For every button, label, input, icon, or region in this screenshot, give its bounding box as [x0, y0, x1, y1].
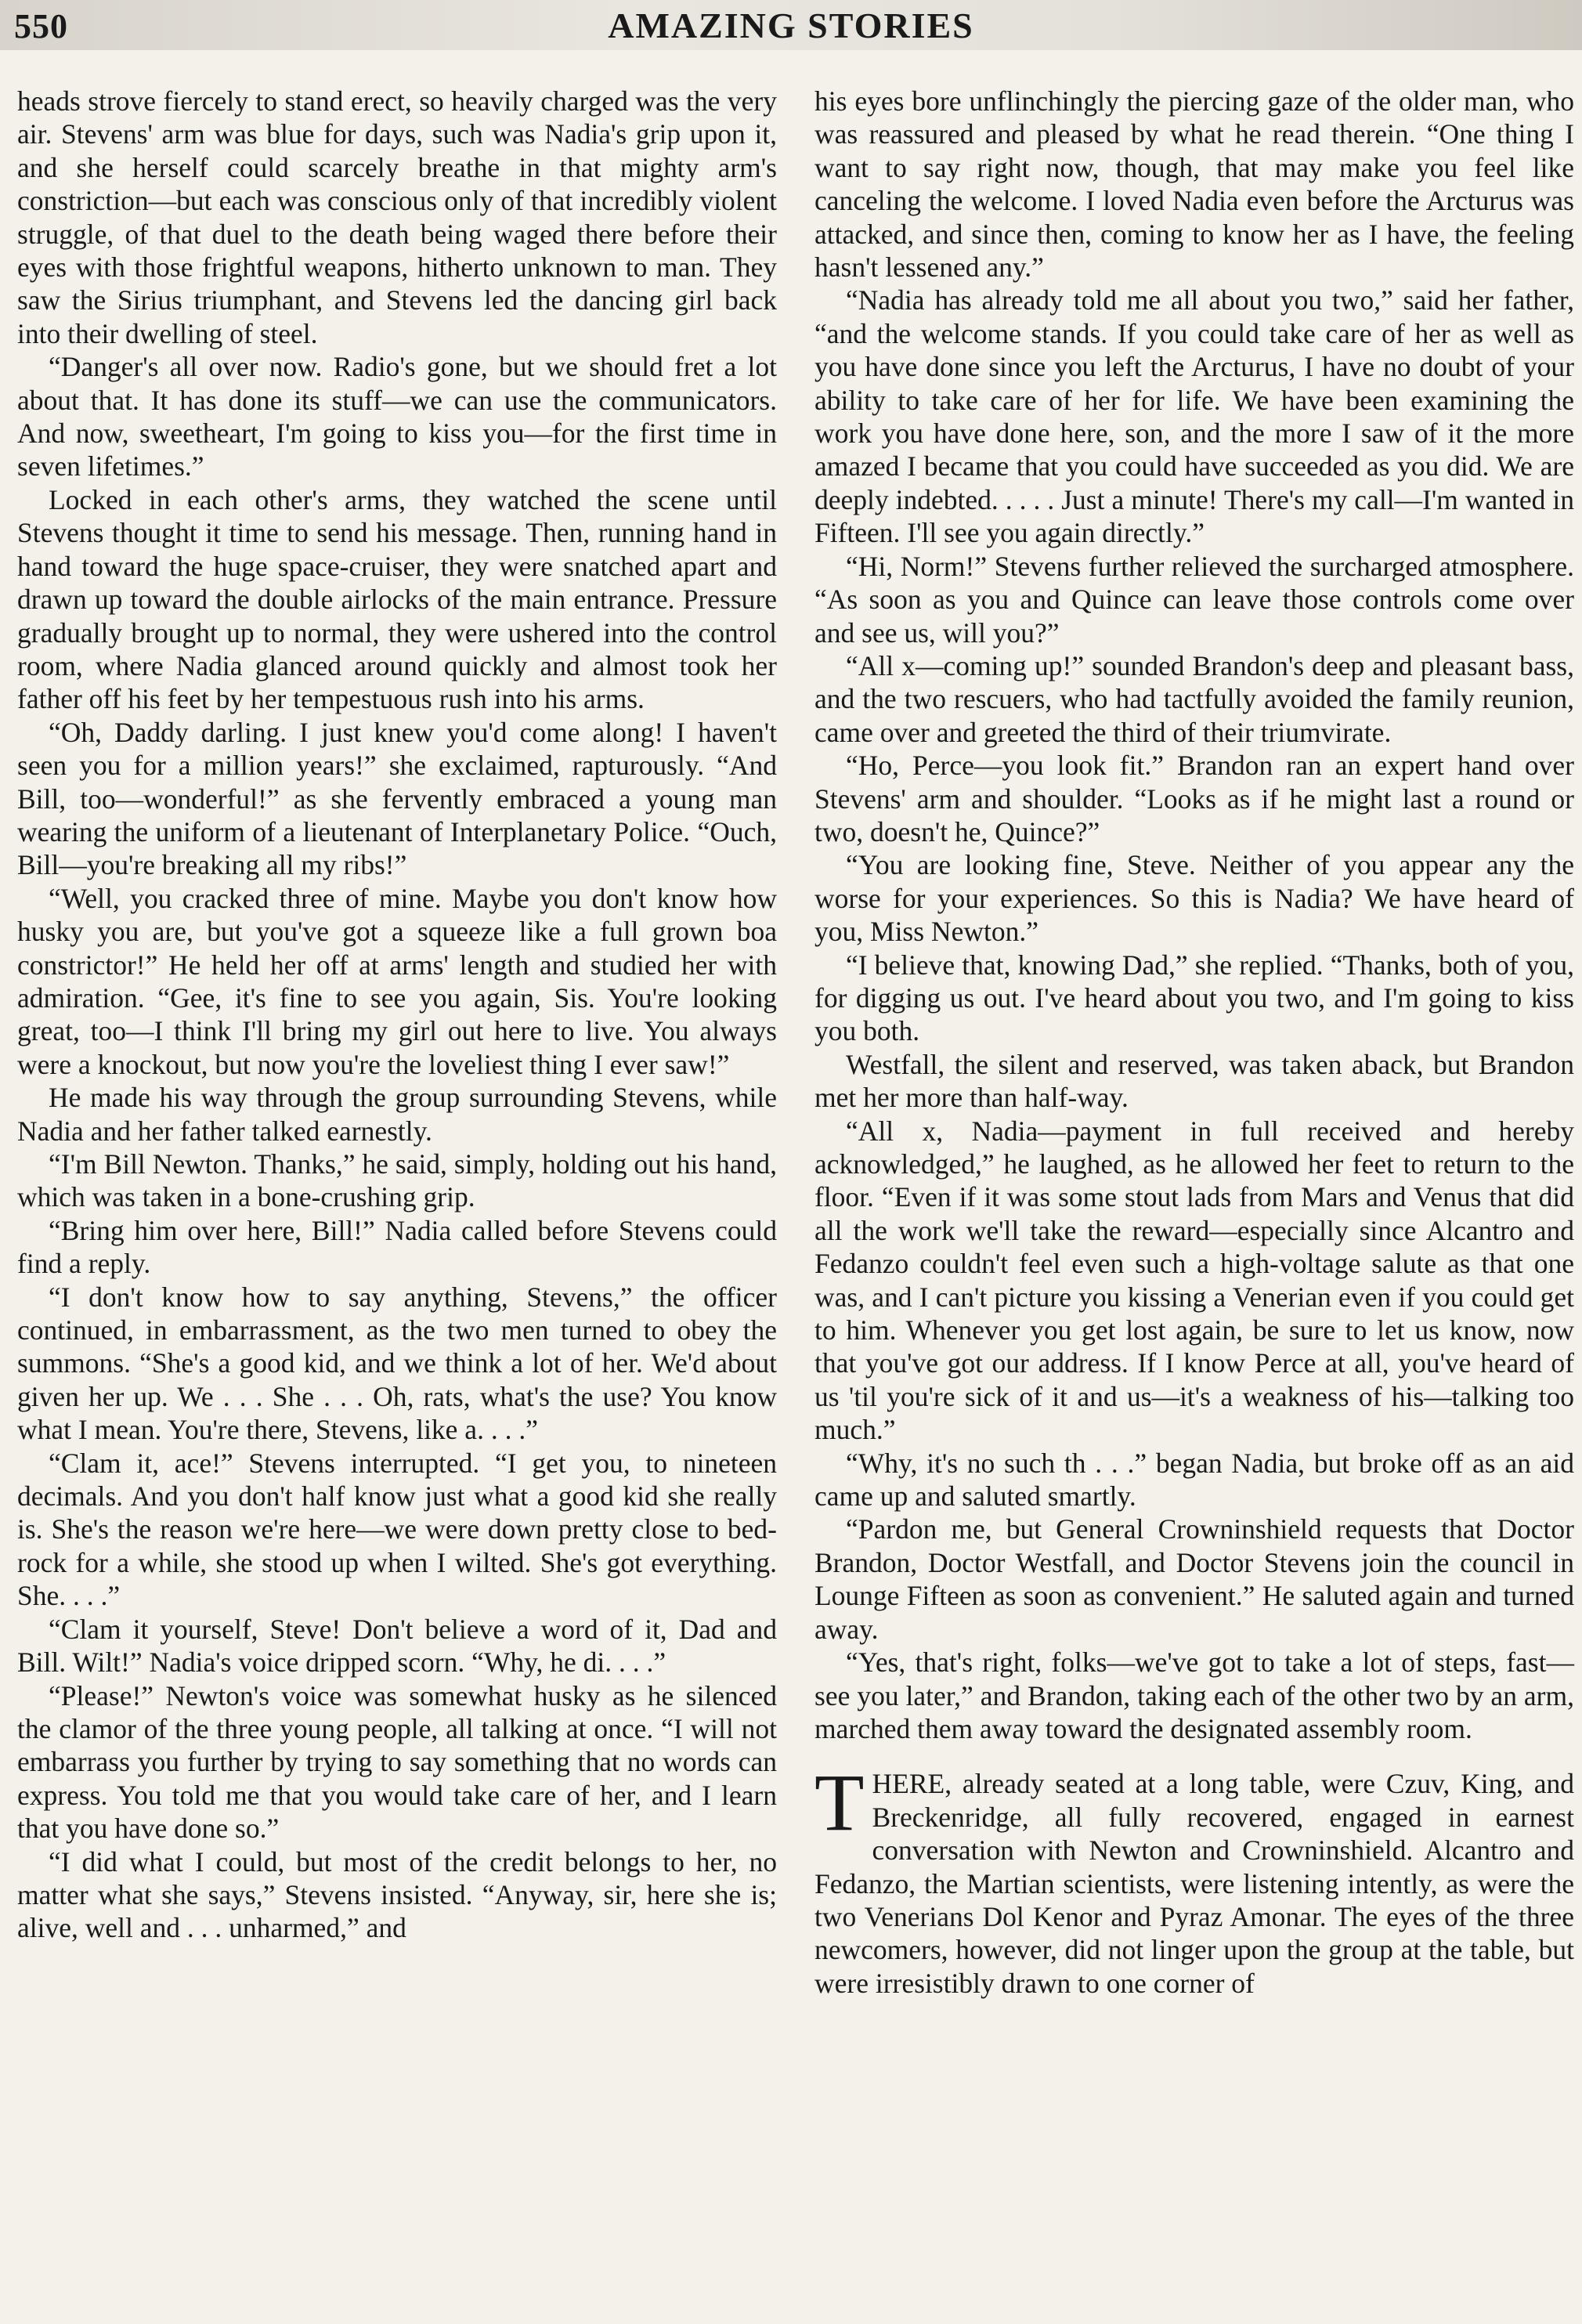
- paragraph: “All x, Nadia—payment in full received and hereby acknowledged,” he laughed, as he allowed her feet to return to the floor. “Even if it was some stout lads from Mars and Venus that did all the work we'll take the reward—especially since Alcantro and Fedanzo couldn't feel even such a high-voltage salute as that one was, and I can't picture you kissing a Venerian even if you could get to him. Whenever you get lost again, be sure to let us know, now that you've got our address. If I know Perce at all, you've heard of us 'til you're sick of it and us—it's a weakness of his—talking too much.”: [814, 1115, 1574, 1446]
- paragraph: “Please!” Newton's voice was somewhat husky as he silenced the clamor of the three young people, all talking at once. “I will not embarrass you further by trying to say something that no words can express. You told me that you would take care of her, and I learn that you have done so.”: [17, 1679, 777, 1845]
- paragraph: heads strove fiercely to stand erect, so heavily charged was the very air. Stevens' arm was blue for days, such was Nadia's grip upon it, and she herself could scarcely breathe in that mighty arm's constriction—but each was conscious only of that incredibly violent struggle, of that duel to the death being waged there before their eyes with those frightful weapons, hitherto unknown to man. They saw the Sirius triumphant, and Stevens led the dancing girl back into their dwelling of steel.: [17, 85, 777, 349]
- paragraph: “Ho, Perce—you look fit.” Brandon ran an expert hand over Stevens' arm and shoulder. “Looks as if he might last a round or two, doesn't he, Quince?”: [814, 750, 1574, 848]
- paragraph: “Why, it's no such th . . .” began Nadia, but broke off as an aid came up and saluted smartly.: [814, 1447, 1574, 1513]
- paragraph: “Oh, Daddy darling. I just knew you'd come along! I haven't seen you for a million years!” she exclaimed, rapturously. “And Bill, too—wonderful!” as she fervently embraced a young man wearing the uniform of a lieutenant of Interplanetary Police. “Ouch, Bill—you're breaking all my ribs!”: [17, 716, 777, 881]
- paragraph: “Clam it, ace!” Stevens interrupted. “I get you, to nineteen decimals. And you don't half know just what a good kid she really is. She's the reason we're here—we were down pretty close to bed-rock for a while, she stood up when I wilted. She's got everything. She. . . .”: [17, 1447, 777, 1612]
- paragraph: “I did what I could, but most of the credit belongs to her, no matter what she says,” Stevens insisted. “Anyway, sir, here she is; alive, well and . . . unharmed,” and: [17, 1845, 777, 1944]
- right-column: [814, 85, 1574, 2000]
- paragraph: “I believe that, knowing Dad,” she replied. “Thanks, both of you, for digging us out. I've heard about you two, and I'm going to kiss you both.: [814, 949, 1574, 1047]
- paragraph: “I'm Bill Newton. Thanks,” he said, simply, holding out his hand, which was taken in a bone-crushing grip.: [17, 1148, 777, 1213]
- paragraph: “Well, you cracked three of mine. Maybe you don't know how husky you are, but you've got a squeeze like a full grown boa constrictor!” He held her off at arms' length and studied her with admiration. “Gee, it's fine to see you again, Sis. You're looking great, too—I think I'll bring my girl out here to live. You always were a knockout, but now you're the loveliest thing I ever saw!”: [17, 882, 777, 1080]
- paragraph: “All x—coming up!” sounded Brandon's deep and pleasant bass, and the two rescuers, who had tactfully avoided the family reunion, came over and greeted the third of their triumvirate.: [814, 649, 1574, 748]
- paragraph: “Pardon me, but General Crowninshield requests that Doctor Brandon, Doctor Westfall, and Doctor Stevens join the council in Lounge Fifteen as soon as convenient.” He saluted again and turned away.: [814, 1513, 1574, 1645]
- paragraph: Westfall, the silent and reserved, was taken aback, but Brandon met her more than half-way.: [814, 1048, 1574, 1114]
- paragraph: his eyes bore unflinchingly the piercing gaze of the older man, who was reassured and pleased by what he read therein. “One thing I want to say right now, though, that may make you feel like canceling the welcome. I loved Nadia even before the Arcturus was attacked, and since then, coming to know her as I have, the feeling hasn't lessened any.”: [814, 85, 1574, 284]
- paragraph: Locked in each other's arms, they watched the scene until Stevens thought it time to send his message. Then, running hand in hand toward the huge space-cruiser, they were snatched apart and drawn up toward the double airlocks of the main entrance. Pressure gradually brought up to normal, they were ushered into the control room, where Nadia glanced around quickly and almost took her father off his feet by her tempestuous rush into his arms.: [17, 483, 777, 715]
- drop-cap: T: [814, 1758, 865, 1849]
- left-column: [17, 85, 777, 1945]
- paragraph: “Bring him over here, Bill!” Nadia called before Stevens could find a reply.: [17, 1214, 777, 1280]
- paragraph: “I don't know how to say anything, Stevens,” the officer continued, in embarrassment, as the two men turned to obey the summons. “She's a good kid, and we think a lot of her. We'd about given her up. We . . . She . . . Oh, rats, what's the use? You know what I mean. You're there, Stevens, like a. . . .”: [17, 1281, 777, 1446]
- running-title: AMAZING STORIES: [608, 5, 974, 45]
- section-opening-paragraph: [814, 1758, 1574, 2000]
- paragraph: “Danger's all over now. Radio's gone, but we should fret a lot about that. It has done its stuff—we can use the communicators. And now, sweetheart, I'm going to kiss you—for the first time in seven lifetimes.”: [17, 351, 777, 483]
- paragraph: “Clam it yourself, Steve! Don't believe a word of it, Dad and Bill. Wilt!” Nadia's voice dripped scorn. “Why, he di. . . .”: [17, 1613, 777, 1679]
- section-text: HERE, already seated at a long table, were Czuv, King, and Breckenridge, all fully recovered, engaged in earnest conversation with Newton and Crowninshield. Alcantro and Fedanzo, the Martian scientists, were listening intently, as were the two Venerians Dol Kenor and Pyraz Amonar. The eyes of the three newcomers, however, did not linger upon the group at the table, but were irresistibly drawn to one corner of: [814, 1768, 1574, 1999]
- page-number: 550: [14, 7, 68, 45]
- paragraph: “Nadia has already told me all about you two,” said her father, “and the welcome stands. If you could take care of her as well as you have done since you left the Arcturus, I have no doubt of your ability to take care of her for life. We have been examining the work you have done here, son, and the more I saw of it the more amazed I became that you could have succeeded as you did. We are deeply indebted. . . . . Just a minute! There's my call—I'm wanted in Fifteen. I'll see you again directly.”: [814, 284, 1574, 549]
- paragraph: “You are looking fine, Steve. Neither of you appear any the worse for your experiences. So this is Nadia? We have heard of you, Miss Newton.”: [814, 849, 1574, 948]
- page-header: [0, 0, 1582, 50]
- paragraph: “Hi, Norm!” Stevens further relieved the surcharged atmosphere. “As soon as you and Quince can leave those controls come over and see us, will you?”: [814, 550, 1574, 649]
- paragraph: “Yes, that's right, folks—we've got to take a lot of steps, fast—see you later,” and Brandon, taking each of the other two by an arm, marched them away toward the designated assembly room.: [814, 1646, 1574, 1744]
- paragraph: He made his way through the group surrounding Stevens, while Nadia and her father talked earnestly.: [17, 1082, 777, 1147]
